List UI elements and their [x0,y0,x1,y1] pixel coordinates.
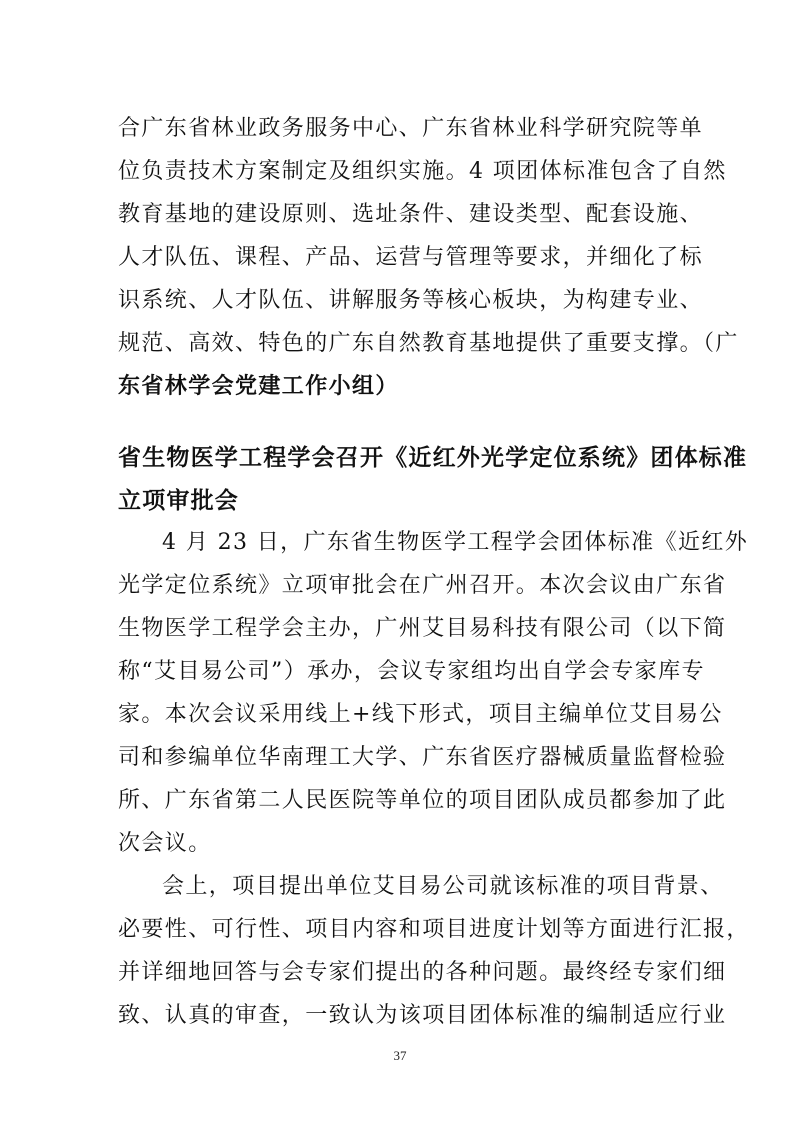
paragraph-1-line-5: 识系统、人才队伍、讲解服务等核心板块，为构建专业、 [118,288,704,313]
paragraph-1-line-3: 教育基地的建设原则、选址条件、建设类型、配套设施、 [118,202,704,227]
paragraph-1-line-4: 人才队伍、课程、产品、运营与管理等要求，并细化了标 [118,245,704,270]
section-heading-line-2: 立项审批会 [118,488,239,514]
paragraph-1-line-6: 规范、高效、特色的广东自然教育基地提供了重要支撑。（广 [118,331,739,356]
paragraph-2-line-1: 4 月 23 日，广东省生物医学工程学会团体标准《近红外 [162,530,749,555]
paragraph-2-line-2: 光学定位系统》立项审批会在广州召开。本次会议由广东省 [118,573,727,598]
section-heading-line-1: 省生物医学工程学会召开《近红外光学定位系统》团体标准 [118,445,748,471]
paragraph-3-line-3: 并详细地回答与会专家们提出的各种问题。最终经专家们细 [118,960,727,985]
paragraph-3-line-1: 会上，项目提出单位艾目易公司就该标准的项目背景、 [162,874,724,899]
paragraph-2-line-8: 次会议。 [118,831,212,856]
page-number: 37 [393,1048,407,1063]
paragraph-2-line-4: 称“艾目易公司”）承办，会议专家组均出自学会专家库专 [118,659,705,684]
paragraph-2-line-3: 生物医学工程学会主办，广州艾目易科技有限公司（以下简 [118,616,727,641]
paragraph-2-line-6: 司和参编单位华南理工大学、广东省医疗器械质量监督检验 [118,745,727,770]
paragraph-1-line-2: 位负责技术方案制定及组织实施。4 项团体标准包含了自然 [118,159,727,184]
paragraph-3-line-4: 致、认真的审查，一致认为该项目团体标准的编制适应行业 [118,1003,727,1028]
paragraph-2-line-5: 家。本次会议采用线上+线下形式，项目主编单位艾目易公 [118,702,723,727]
paragraph-2-line-7: 所、广东省第二人民医院等单位的项目团队成员都参加了此 [118,788,727,813]
paragraph-1-line-1: 合广东省林业政务服务中心、广东省林业科学研究院等单 [118,116,704,141]
paragraph-3-line-2: 必要性、可行性、项目内容和项目进度计划等方面进行汇报， [118,917,750,942]
paragraph-1-source: 东省林学会党建工作小组） [118,374,399,399]
